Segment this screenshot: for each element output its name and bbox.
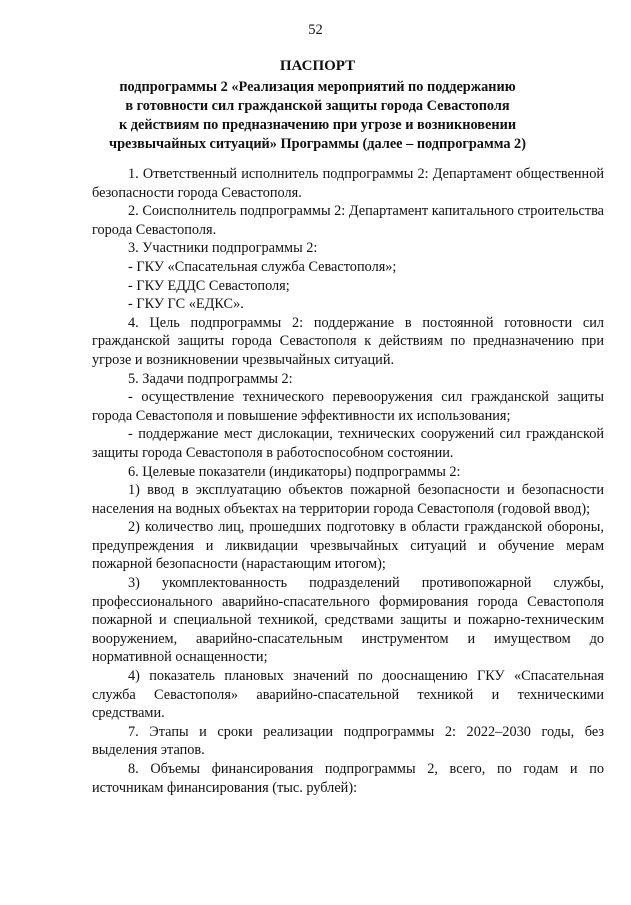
document-body	[92, 165, 604, 797]
paragraph-responsible-executor: 1. Ответственный исполнитель подпрограммы 2: Департамент общественной безопасности города Севастополя.	[92, 166, 604, 201]
paragraph-participant-item: - ГКУ ГС «ЕДКС».	[128, 296, 244, 313]
paragraph-participant-item: - ГКУ «Спасательная служба Севастополя»;	[128, 258, 397, 275]
paragraph-co-executor: 2. Соисполнитель подпрограммы 2: Департамент капитального строительства города Севастополя.	[92, 203, 604, 238]
paragraph-financing: 8. Объемы финансирования подпрограммы 2, всего, по годам и по источникам финансирования (тыс. рублей):	[92, 761, 604, 796]
passport-subtitle-line: подпрограммы 2 «Реализация мероприятий по поддержанию	[119, 79, 516, 95]
paragraph-goal: 4. Цель подпрограммы 2: поддержание в постоянной готовности сил гражданской защиты города Севастополя к действиям по предназначению при угрозе и возникновении чрезвычайных ситуаций.	[92, 314, 604, 368]
paragraph-indicator-item: 2) количество лиц, прошедших подготовку в области гражданской обороны, предупреждения и ликвидации чрезвычайных ситуаций и обучение мерам пожарной безопасности (нарастающим итогом);	[92, 519, 604, 573]
paragraph-participant-item: - ГКУ ЕДДС Севастополя;	[128, 277, 290, 294]
paragraph-stages-terms: 7. Этапы и сроки реализации подпрограммы 2: 2022–2030 годы, без выделения этапов.	[92, 723, 604, 759]
paragraph-participants-heading: 3. Участники подпрограммы 2:	[128, 240, 318, 257]
passport-title: ПАСПОРТ	[279, 58, 356, 74]
page-number: 52	[308, 22, 323, 38]
paragraph-task-item: - осуществление технического перевооружения сил гражданской защиты города Севастополя и повышение эффективности их использования;	[92, 389, 604, 424]
passport-subtitle-line: к действиям по предназначению при угрозе и возникновении	[118, 117, 517, 133]
paragraph-indicator-item: 4) показатель плановых значений по дооснащению ГКУ «Спасательная служба Севастополя» аварийно-спасательной техникой и техническими средствами.	[92, 668, 604, 722]
passport-subtitle-line: чрезвычайных ситуаций» Программы (далее – подпрограмма 2)	[109, 136, 526, 152]
paragraph-indicators-heading: 6. Целевые показатели (индикаторы) подпрограммы 2:	[128, 463, 461, 480]
paragraph-task-item: - поддержание мест дислокации, технических сооружений сил гражданской защиты города Севастополя в работоспособном состоянии.	[92, 426, 604, 461]
passport-subtitle-line: в готовности сил гражданской защиты города Севастополя	[125, 98, 510, 114]
paragraph-tasks-heading: 5. Задачи подпрограммы 2:	[128, 370, 293, 387]
passport-header	[60, 57, 575, 154]
paragraph-indicator-item: 3) укомплектованность подразделений противопожарной службы, профессионального аварийно-спасательного формирования города Севастополя пожарной и специальной техникой, средствами защиты и пожарно-техническим вооружением, аварийно-спасательным инструментом и имуществом до нормативной оснащенности;	[92, 575, 604, 666]
paragraph-indicator-item: 1) ввод в эксплуатацию объектов пожарной безопасности и безопасности населения на водных объектах на территории города Севастополя (годовой ввод);	[92, 482, 604, 517]
